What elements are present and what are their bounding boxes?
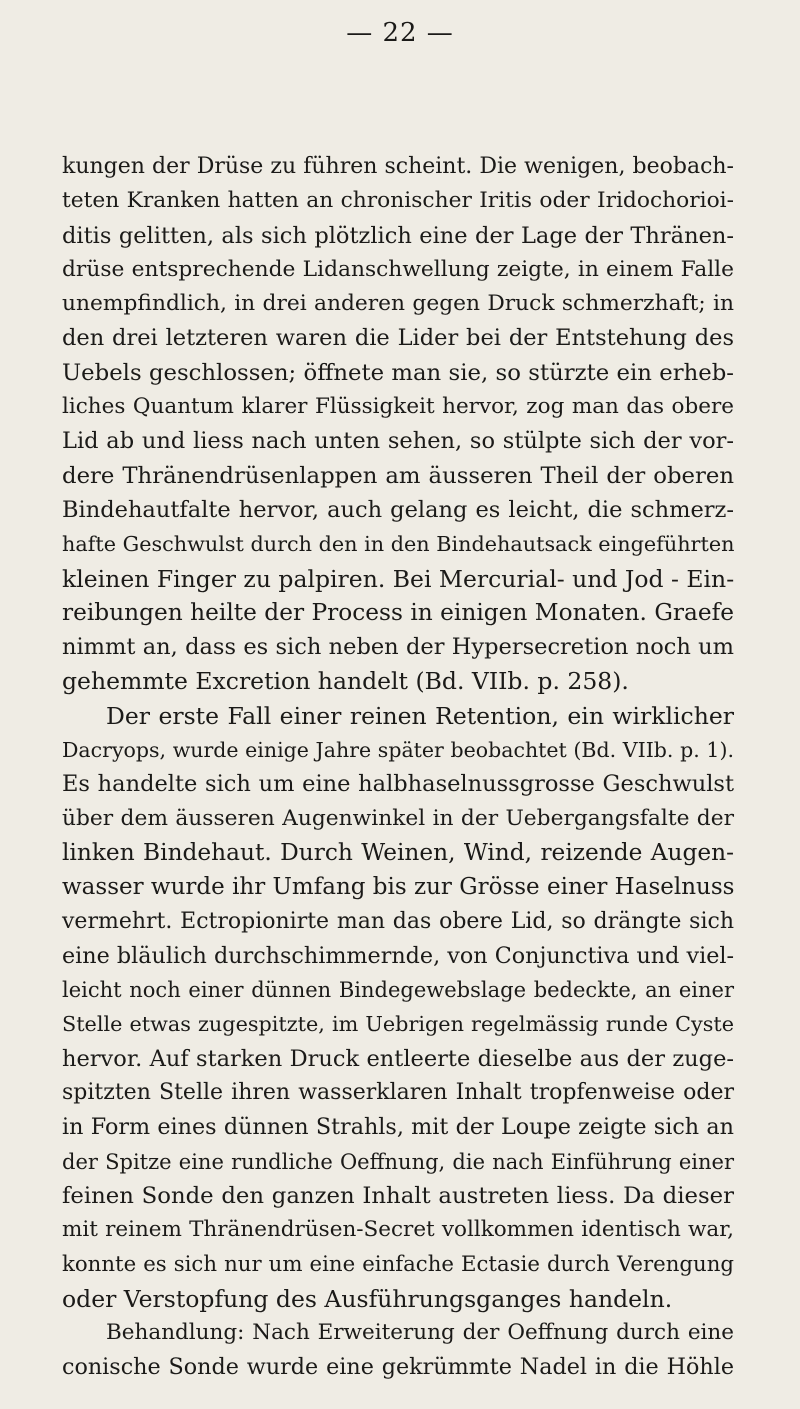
text-line: kungen der Drüse zu führen scheint. Die wenigen, beobach-	[62, 154, 734, 179]
text-line: spitzten Stelle ihren wasserklaren Inhalt tropfenweise oder	[62, 1080, 734, 1106]
text-line: vermehrt. Ectropionirte man das obere Lid, so drängte sich	[62, 908, 734, 934]
text-line: konnte es sich nur um eine einfache Ectasie durch Verengung	[62, 1251, 734, 1277]
text-line: teten Kranken hatten an chronischer Iritis oder Iridochorioi-	[62, 188, 734, 214]
text-line: leicht noch einer dünnen Bindegewebslage bedeckte, an einer	[62, 978, 734, 1003]
text-line: Bindehautfalte hervor, auch gelang es leicht, die schmerz-	[62, 496, 734, 523]
paragraph-end-line: oder Verstopfung des Ausführungsganges handeln.	[62, 1284, 673, 1313]
paragraph-end-line: gehemmte Excretion handelt (Bd. VIIb. p. 258).	[62, 667, 629, 696]
text-line: liches Quantum klarer Flüssigkeit hervor, zog man das obere	[62, 394, 734, 420]
paragraph-start-line: Der erste Fall einer reinen Retention, ein wirklicher	[106, 701, 734, 730]
text-line: eine bläulich durchschimmernde, von Conjunctiva und viel-	[62, 942, 734, 969]
paragraph-start-line: Behandlung: Nach Erweiterung der Oeffnung durch eine	[106, 1320, 734, 1346]
text-line: Es handelte sich um eine halbhaselnussgrosse Geschwulst	[62, 771, 734, 798]
text-line: den drei letzteren waren die Lider bei der Entstehung des	[62, 325, 734, 352]
text-line: nimmt an, dass es sich neben der Hypersecretion noch um	[62, 634, 734, 661]
text-line: Stelle etwas zugespitzte, im Uebrigen regelmässig runde Cyste	[62, 1012, 734, 1037]
text-line: ditis gelitten, als sich plötzlich eine der Lage der Thränen-	[62, 222, 734, 249]
text-line: der Spitze eine rundliche Oeffnung, die nach Einführung einer	[62, 1149, 734, 1174]
text-line: hervor. Auf starken Druck entleerte dieselbe aus der zuge-	[62, 1045, 734, 1072]
text-line: Lid ab und liess nach unten sehen, so stülpte sich der vor-	[62, 428, 734, 455]
page-number: — 22 —	[346, 18, 454, 48]
text-line: unempfindlich, in drei anderen gegen Druck schmerzhaft; in	[62, 291, 734, 317]
body-text	[62, 150, 734, 1385]
text-line: in Form eines dünnen Strahls, mit der Loupe zeigte sich an	[62, 1114, 734, 1141]
text-line: Uebels geschlossen; öffnete man sie, so stürzte ein erheb-	[62, 359, 734, 386]
text-line: mit reinem Thränendrüsen-Secret vollkommen identisch war,	[62, 1217, 734, 1243]
text-line: drüse entsprechende Lidanschwellung zeigte, in einem Falle	[62, 256, 734, 282]
text-line: kleinen Finger zu palpiren. Bei Mercurial- und Jod - Ein-	[62, 564, 735, 593]
text-line: dere Thränendrüsenlappen am äusseren Theil der oberen	[62, 462, 734, 489]
text-line: Dacryops, wurde einige Jahre später beobachtet (Bd. VIIb. p. 1).	[62, 738, 734, 763]
text-line: linken Bindehaut. Durch Weinen, Wind, reizende Augen-	[62, 838, 734, 866]
text-line: conische Sonde wurde eine gekrümmte Nadel in die Höhle	[62, 1354, 734, 1381]
text-line: wasser wurde ihr Umfang bis zur Grösse einer Haselnuss	[62, 874, 735, 901]
text-line: feinen Sonde den ganzen Inhalt austreten liess. Da dieser	[62, 1182, 734, 1209]
text-line: hafte Geschwulst durch den in den Bindehautsack eingeführten	[62, 532, 735, 557]
text-line: reibungen heilte der Process in einigen Monaten. Graefe	[62, 598, 734, 626]
text-line: über dem äusseren Augenwinkel in der Uebergangsfalte der	[62, 805, 734, 831]
